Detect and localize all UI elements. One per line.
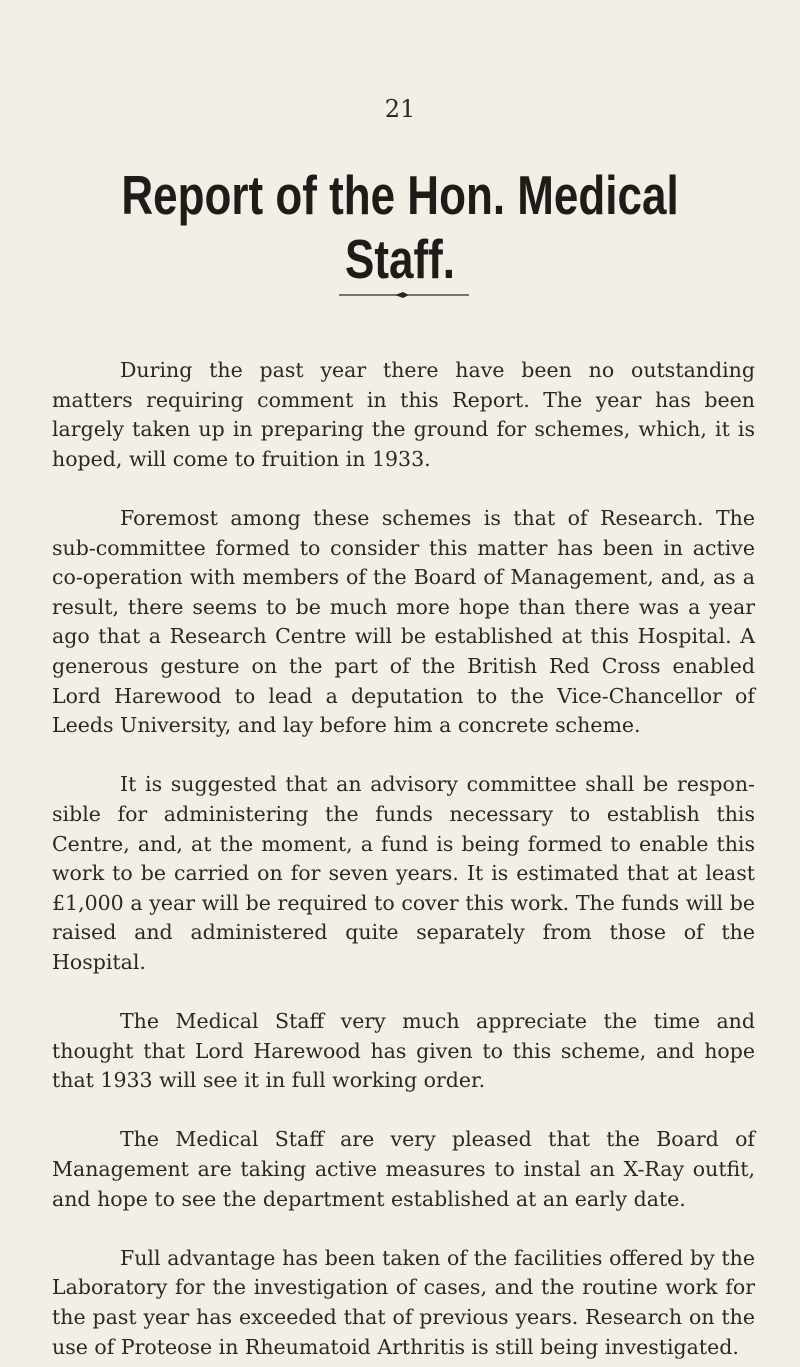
page-title: Report of the Hon. Medical Staff. xyxy=(121,164,679,290)
paragraph-intro: During the past year there have been no outstanding matters requiring comment in this Report. The year has been largely taken up in preparing the ground for schemes, which, it is hoped, will come to fruition in 1933. xyxy=(52,358,755,471)
paragraph-appreciation: The Medical Staff very much appreciate the time and thought that Lord Harewood has given to this scheme, and hope that 1933 will see it in full working order. xyxy=(52,1009,755,1093)
paragraph-laboratory: Full advantage has been taken of the facilities offered by the Laboratory for the investigation of cases, and the routine work for the past year has exceeded that of previous years. Research on the use of Proteose in Rheumatoid Arthritis is still being investigated. xyxy=(52,1245,755,1359)
paragraph-research: Foremost among these schemes is that of Research. The sub-committee formed to consider this matter has been in active co-operation with members of the Board of Management, and, as a result, there seems to be much more hope than there was a year ago that a Research Centre will be established at this Hospital. A generous gesture on the part of the British Red Cross enabled Lord Harewood to lead a deputation to the Vice-Chancellor of Leeds University, and lay before him a concrete scheme. xyxy=(52,505,755,738)
paragraph-x-ray: The Medical Staff are very pleased that the Board of Management are taking active measures to instal an X-Ray outfit, and hope to see the department established at an early date. xyxy=(52,1127,755,1211)
ornamental-divider xyxy=(339,289,469,301)
paragraph-advisory-committee: It is suggested that an advisory committee shall be respon-sible for administering the funds necessary to establish this Centre, and, at the moment, a fund is being formed to enable this work to be carried on for seven years. It is estimated that at least £1,000 a year will be required to cover this work. The funds will be raised and administered quite separately from those of the Hospital. xyxy=(52,772,755,974)
report-body xyxy=(52,356,755,1362)
page-number: 21 xyxy=(384,95,416,123)
